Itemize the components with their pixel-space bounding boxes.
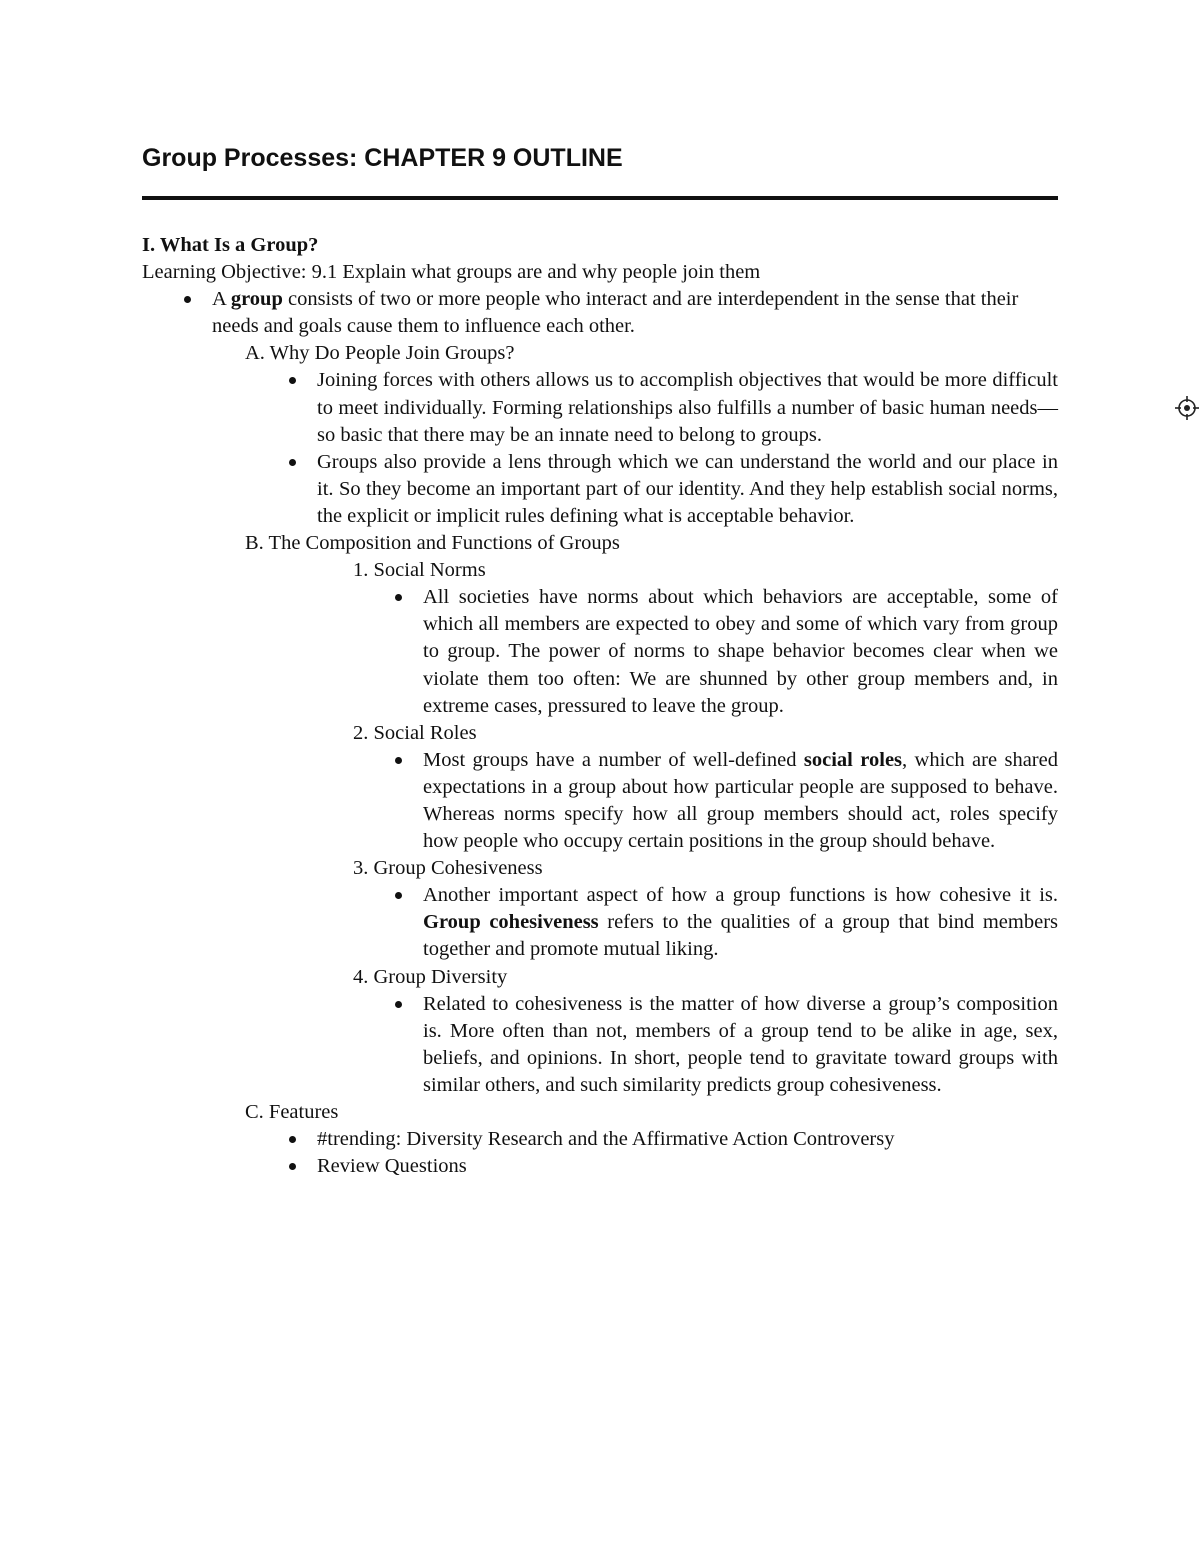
list-item [423,747,1058,855]
heading-social-roles: 2. Social Roles [353,721,477,744]
group-term: group [230,288,283,311]
list-item: All societies have norms about which behaviors are acceptable, some of which all members are expected to obey and some of which vary from group to group. The power of norms to shape behavior becomes clear when we violate them too often: We are shunned by other group members and, in extreme cases, pressured to leave the group. [423,584,1058,719]
cohesiveness-post: refers to the qualities of a group that bind members together and promote mutual liking. [423,911,1058,961]
group-cohesiveness-list [423,882,1058,963]
list-item: Review Questions [317,1153,1058,1180]
group-definition-pre: A [212,288,231,311]
list-item: Related to cohesiveness is the matter of how diverse a group’s composition is. More often than not, members of a group tend to be alike in age, sex, beliefs, and opinions. In short, people tend to gravitate toward groups with similar others, and such similarity predicts group cohesiveness. [423,991,1058,1099]
page-title: Group Processes: CHAPTER 9 OUTLINE [142,144,623,172]
group-definition-post: consists of two or more people who interact and are interdependent in the sense that their needs and goals cause them to influence each other. [212,288,1019,338]
subheading-features: C. Features [245,1101,339,1123]
list-item: Joining forces with others allows us to accomplish objectives that would be more difficult to meet individually. Forming relationships also fulfills a number of basic human needs—so basic that there may be an innate need to belong to groups. [317,367,1058,448]
learning-objective: Learning Objective: 9.1 Explain what groups are and why people join them [142,261,761,284]
social-norms-list [423,584,1058,719]
section-heading: I. What Is a Group? [142,234,319,256]
cohesiveness-term: Group cohesiveness [423,911,599,934]
social-roles-post: , which are shared expectations in a group about how particular people are supposed to behave. Whereas norms specify how all group members should act, roles specify how people who occupy certain positions in the group should behave. [423,748,1058,853]
social-roles-pre: Most groups have a number of well-defined [423,748,804,771]
cohesiveness-pre: Another important aspect of how a group functions is how cohesive it is. [423,884,1058,907]
list-item: Groups also provide a lens through which we can understand the world and our place in it. So they become an important part of our identity. And they help establish social norms, the explicit or implicit rules defining what is acceptable behavior. [317,449,1058,530]
heading-group-cohesiveness: 3. Group Cohesiveness [353,857,543,880]
group-definition [212,286,1058,340]
features-list [317,1126,1058,1180]
definition-list [212,286,1058,340]
group-diversity-list [423,991,1058,1099]
title-underline-rule [142,196,1058,200]
social-roles-list [423,747,1058,855]
outline-content [142,232,1058,1180]
subheading-why-join: A. Why Do People Join Groups? [245,342,515,365]
list-item: #trending: Diversity Research and the Affirmative Action Controversy [317,1126,1058,1153]
heading-social-norms: 1. Social Norms [353,559,486,582]
social-roles-term: social roles [803,748,903,771]
list-item [423,882,1058,963]
heading-group-diversity: 4. Group Diversity [353,965,508,988]
crosshair-target-icon[interactable] [1174,395,1200,421]
subheading-composition: B. The Composition and Functions of Groups [245,532,620,555]
why-join-list [317,367,1058,530]
